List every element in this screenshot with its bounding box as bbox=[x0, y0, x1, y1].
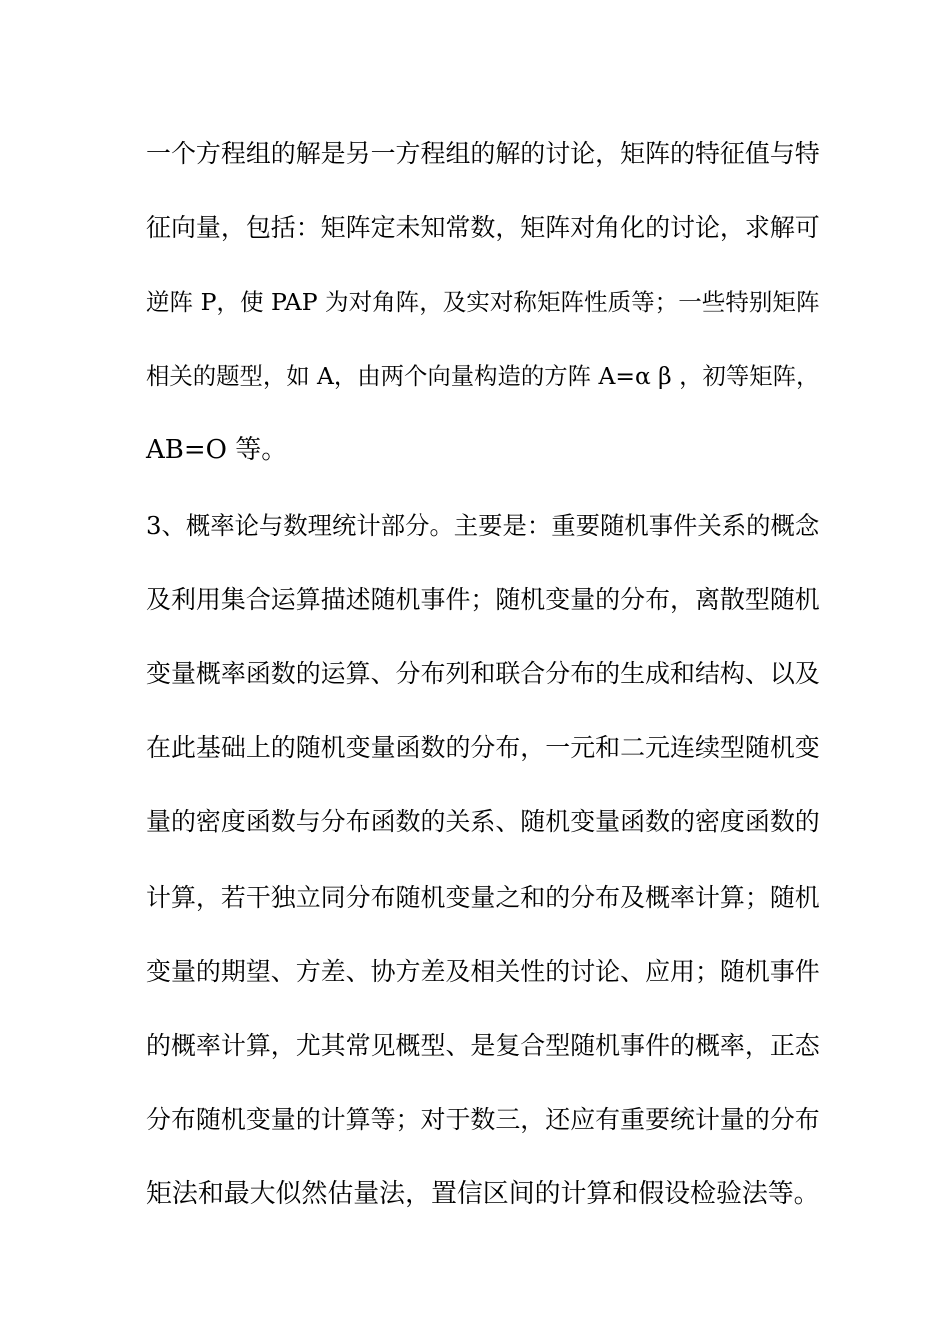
text-line: 量的密度函数与分布函数的关系、随机变量函数的密度函数的 bbox=[146, 807, 820, 836]
text-line: 逆阵 P，使 PAP 为对角阵，及实对称矩阵性质等；一些特别矩阵 bbox=[146, 288, 820, 316]
text-line: 及利用集合运算描述随机事件；随机变量的分布，离散型随机 bbox=[146, 585, 820, 614]
text-line: 征向量，包括：矩阵定未知常数，矩阵对角化的讨论，求解可 bbox=[146, 213, 820, 242]
text-line: AB=O 等。 bbox=[146, 435, 288, 465]
text-line: 分布随机变量的计算等；对于数三，还应有重要统计量的分布 bbox=[146, 1105, 820, 1134]
text-line: 3、概率论与数理统计部分。主要是：重要随机事件关系的概念 bbox=[146, 511, 820, 540]
text-line: 一个方程组的解是另一方程组的解的讨论，矩阵的特征值与特 bbox=[146, 139, 820, 168]
text-line: 计算，若干独立同分布随机变量之和的分布及概率计算；随机 bbox=[146, 883, 820, 912]
text-line: 变量的期望、方差、协方差及相关性的讨论、应用；随机事件 bbox=[146, 957, 820, 986]
text-line: 的概率计算，尤其常见概型、是复合型随机事件的概率，正态 bbox=[146, 1031, 820, 1060]
text-line: 相关的题型，如 A，由两个向量构造的方阵 A=α β ，初等矩阵， bbox=[146, 362, 820, 390]
text-line: 变量概率函数的运算、分布列和联合分布的生成和结构、以及 bbox=[146, 659, 820, 688]
text-line: 在此基础上的随机变量函数的分布，一元和二元连续型随机变 bbox=[146, 733, 820, 762]
text-line: 矩法和最大似然估量法，置信区间的计算和假设检验法等。 bbox=[146, 1179, 820, 1209]
